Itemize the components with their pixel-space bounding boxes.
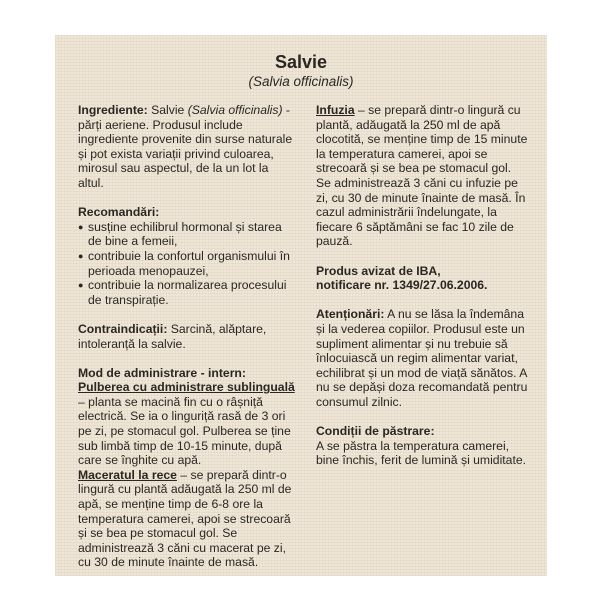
left-column [78,103,295,570]
product-title: Salvie [274,52,328,72]
product-label [55,35,547,576]
infusion-label: Infuzia [316,103,355,117]
recommendation-item: ● contribuie la confortul organismului în perioada menopauzei, [78,249,295,278]
contraindications-label: Contraindicații: [78,321,168,336]
contraindications-section [78,322,295,351]
ingredients-latin: (Salvia officinalis) [187,103,283,117]
recommendations-section [78,205,295,307]
infusion-text: – se prepară dintr-o lingură cu plantă, adăugată la 250 ml de apă clocotită, se menține timp de 15 minute la temperatura camerei, apoi se strecoară și se bea pe stomacul gol. Se administrează 3 căni cu infuzie pe zi, cu 30 de minute înainte de masă. În cazul administrării îndelungate, la fiecare 6 săptămâni se fac 10 zile de pauză. [316,103,528,249]
warnings-section [316,307,528,409]
warnings-text: A nu se lăsa la îndemâna și la vederea copiilor. Produsul este un supliment alimentar și nu trebuie să înlocuiască un regim alimentar variat, echilibrat și un mod de viață sănătos. A nu se depăși doza recomandată pentru consumul zilnic. [316,307,528,409]
powder-text: – planta se macină fin cu o râșniță electrică. Se ia o linguriță rasă de 3 ori pe zi, pe stomacul gol. Pulberea se ține sub limbă timp de 10-15 minute, după care se înghite cu apă. [78,394,291,468]
recommendation-item: ● contribuie la normalizarea procesului de transpirație. [78,278,295,307]
powder-paragraph [78,380,295,468]
storage-section [316,424,528,468]
recommendations-label: Recomandări: [78,205,160,220]
ingredients-text-after: - părți aeriene. Produsul include ingrediente provenite din surse naturale și pot exista variații privind culoarea, mirosul sau aspectul, de la un lot la altul. [78,103,293,190]
approval-line-1: Produs avizat de IBA, [316,263,441,278]
maceration-paragraph [78,468,295,570]
contraindications-text: Sarcină, alăptare, intoleranță la salvie. [78,321,267,351]
administration-label: Mod de administrare - intern: [78,365,246,380]
recommendations-list [78,220,295,308]
infusion-paragraph [316,103,528,249]
ingredients-label: Ingrediente: [78,103,148,117]
right-column [316,103,528,468]
warnings-label: Atenționări: [316,307,385,322]
ingredients-section [78,103,295,191]
ingredients-text-before: Salvie [147,103,188,117]
approval-section [316,264,528,293]
product-latin-name: (Salvia officinalis) [248,74,354,89]
storage-label: Condiții de păstrare: [316,424,435,439]
storage-text: A se păstra la temperatura camerei, bine închis, ferit de lumină și umiditate. [316,438,526,468]
title-block [55,51,547,90]
approval-line-2: notificare nr. 1349/27.06.2006. [316,278,488,293]
maceration-text: – se prepară dintr-o lingură cu plantă adăugată la 250 ml de apă, se menține timp de 6-8 ore la temperatura camerei, apoi se strecoară și se bea pe stomacul gol. Se administrează 3 căni cu macerat pe zi, cu 30 de minute înainte de masă. [78,467,292,570]
recommendation-item: ● susține echilibrul hormonal și starea de bine a femeii, [78,220,295,249]
administration-section [78,366,295,570]
powder-label: Pulberea cu administrare sublinguală [78,380,295,395]
maceration-label: Maceratul la rece [78,467,177,482]
